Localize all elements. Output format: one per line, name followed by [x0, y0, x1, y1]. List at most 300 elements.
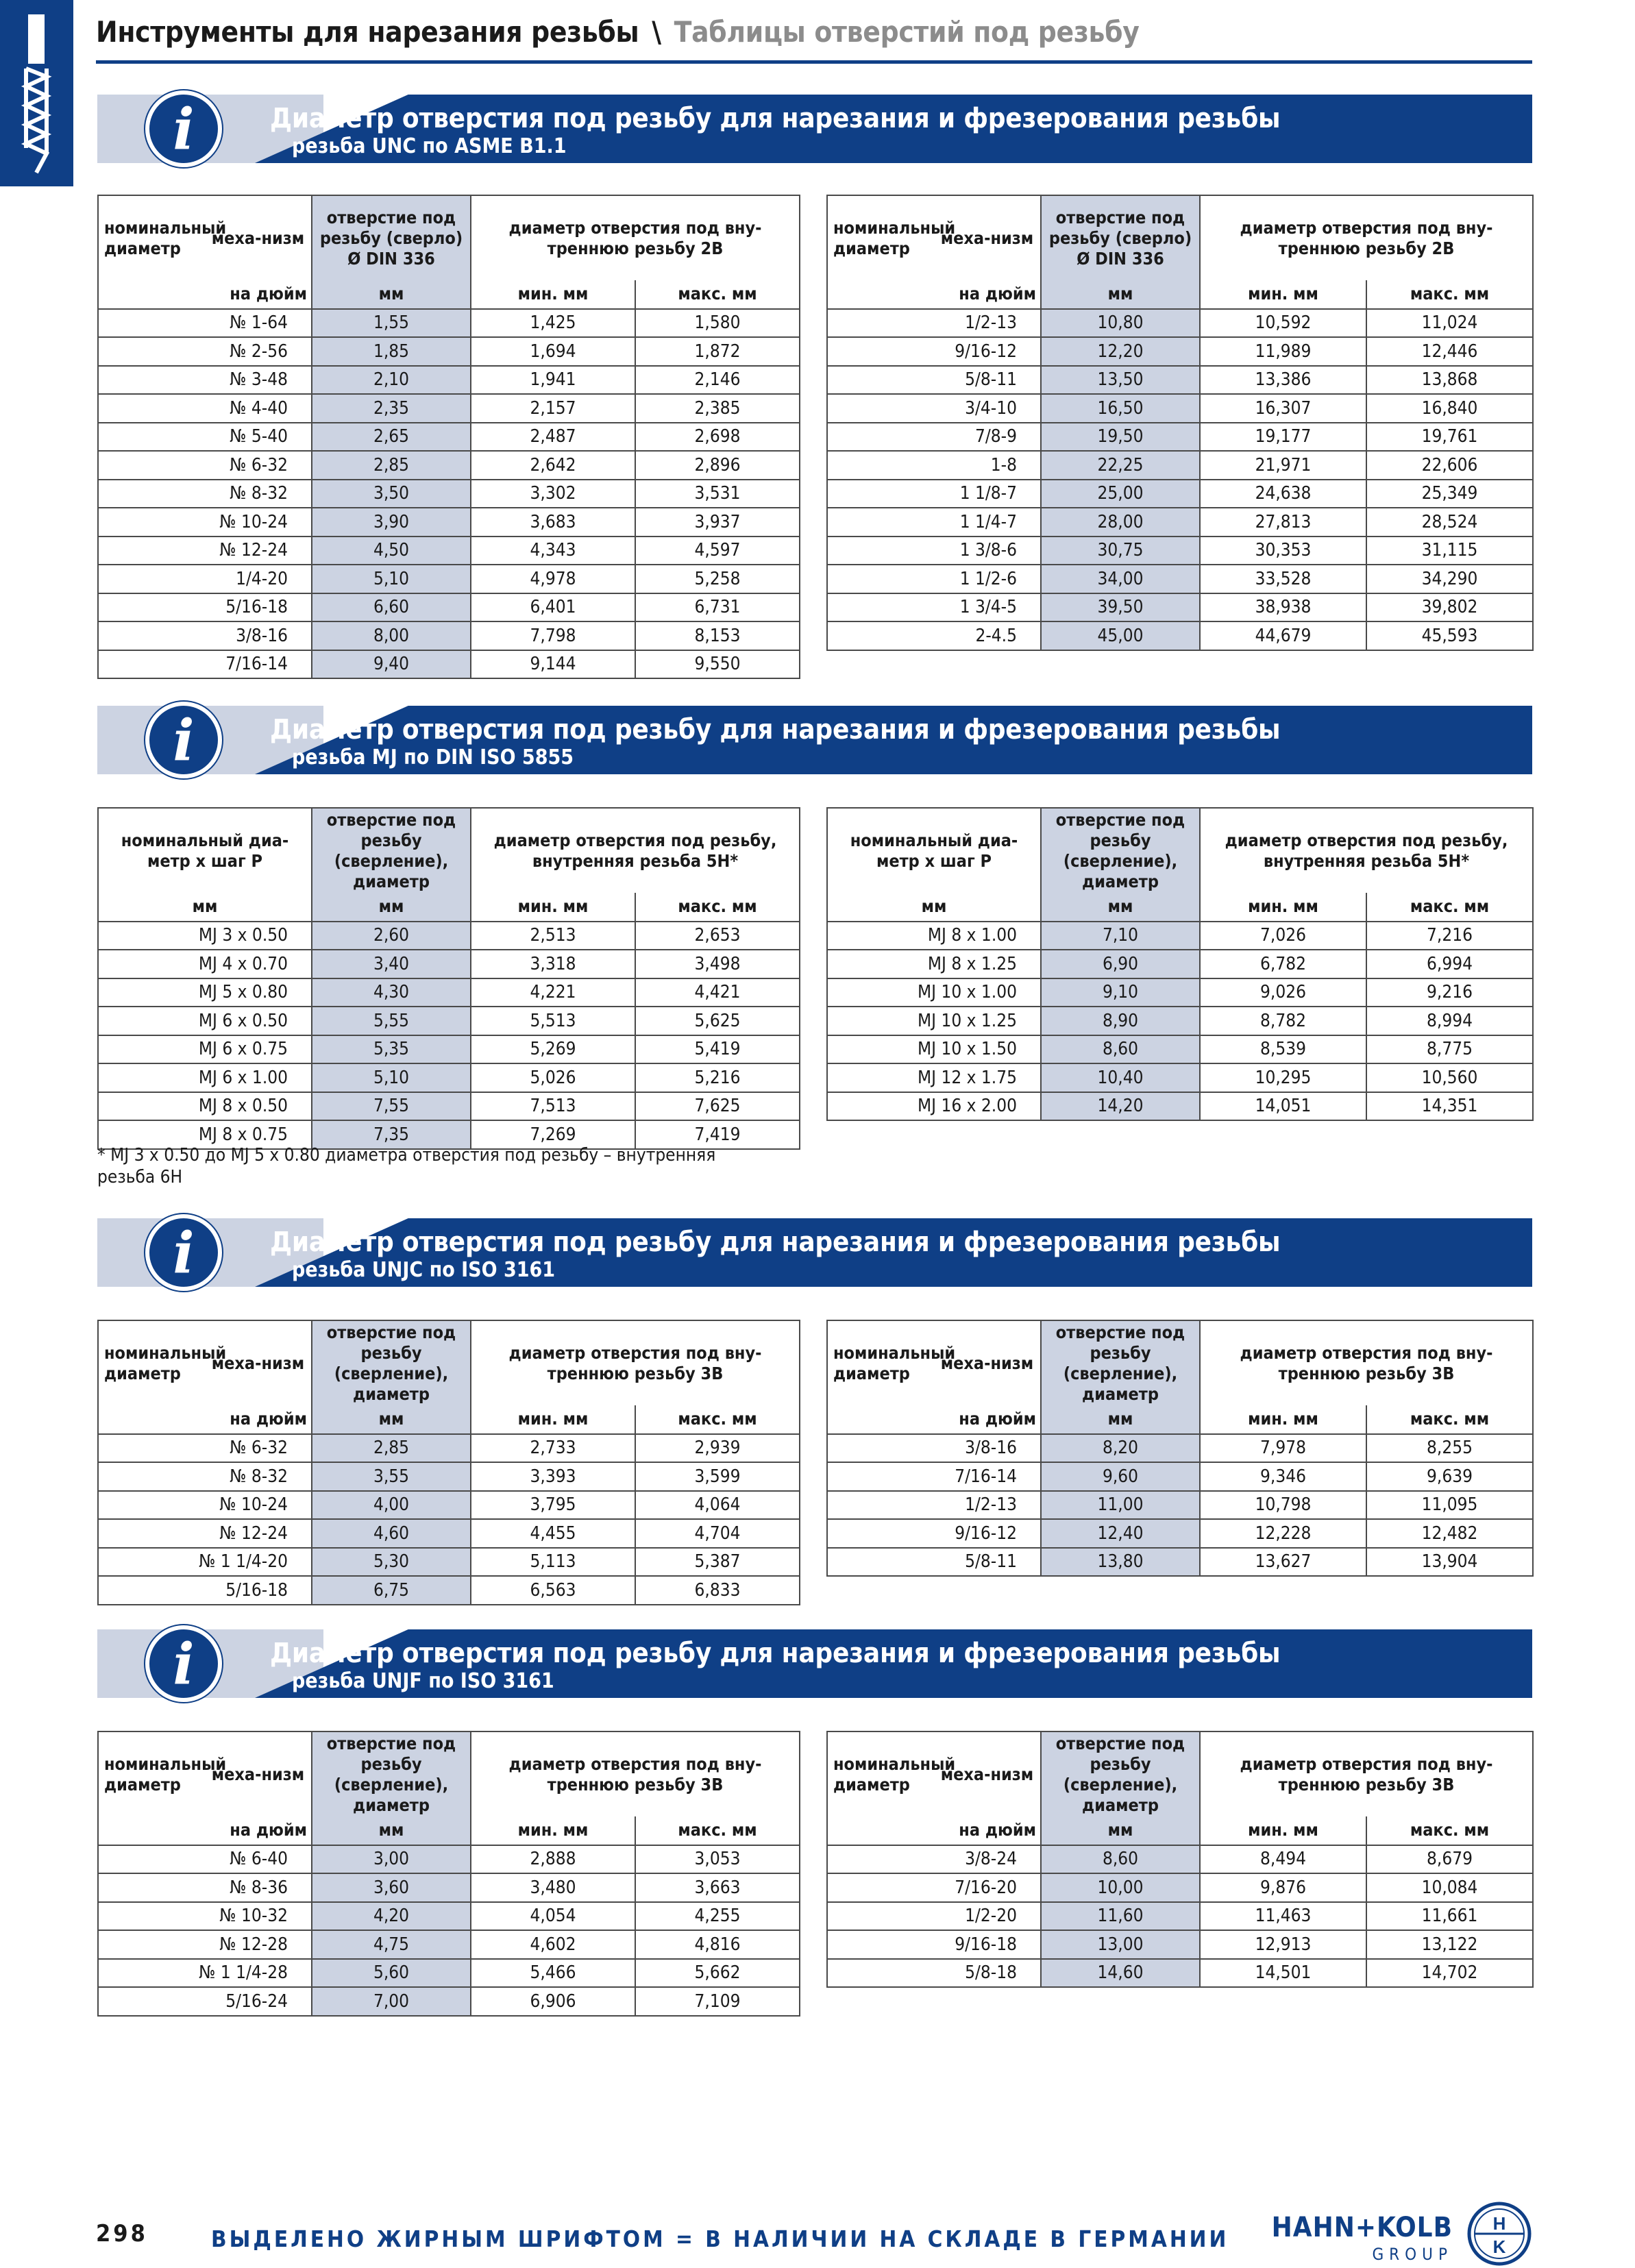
table-row	[98, 922, 800, 950]
min-diameter-cell: 30,353	[1200, 537, 1366, 565]
info-icon: i	[145, 1214, 222, 1291]
table-row	[827, 1092, 1533, 1121]
drill-size-cell: 4,20	[312, 1902, 471, 1931]
table-row	[98, 1519, 800, 1548]
unit-max-mm: макс. мм	[1366, 1405, 1533, 1434]
table-row	[827, 1519, 1533, 1548]
max-diameter-cell: 11,661	[1366, 1902, 1533, 1931]
unit-max-mm: макс. мм	[1366, 1816, 1533, 1845]
max-diameter-cell: 2,146	[635, 366, 800, 395]
thread-size-cell: № 1 1/4-28	[98, 1959, 312, 1988]
svg-text:H: H	[1492, 2213, 1506, 2234]
drill-size-cell: 12,20	[1041, 337, 1200, 366]
drill-size-cell: 4,60	[312, 1519, 471, 1548]
drill-size-cell: 4,30	[312, 978, 471, 1007]
thread-size-cell: № 8-36	[98, 1873, 312, 1902]
section-title: Диаметр отверстия под резьбу для нарезания и фрезерования резьбы	[270, 714, 1281, 745]
unc-table-right	[826, 195, 1534, 651]
max-diameter-cell: 6,833	[635, 1576, 800, 1605]
drill-size-cell: 3,90	[312, 508, 471, 537]
max-diameter-cell: 3,498	[635, 950, 800, 978]
max-diameter-cell: 3,531	[635, 480, 800, 508]
table-row	[98, 1959, 800, 1988]
unit-min-mm: мин. мм	[1200, 1816, 1366, 1845]
table-row	[827, 1548, 1533, 1577]
min-diameter-cell: 4,221	[471, 978, 635, 1007]
min-diameter-cell: 10,295	[1200, 1063, 1366, 1092]
min-diameter-cell: 10,592	[1200, 309, 1366, 338]
drill-size-cell: 3,40	[312, 950, 471, 978]
max-diameter-cell: 1,872	[635, 337, 800, 366]
drill-size-cell: 5,10	[312, 565, 471, 593]
min-diameter-cell: 12,228	[1200, 1519, 1366, 1548]
mj-table-left	[97, 807, 800, 1150]
col-mechanism: меха-низм	[934, 195, 1041, 280]
page-title-main: Инструменты для нарезания резьбы	[96, 15, 639, 49]
thread-size-cell: 1 1/2-6	[827, 565, 1041, 593]
table-row	[98, 1548, 800, 1577]
min-diameter-cell: 6,906	[471, 1987, 635, 2016]
min-diameter-cell: 3,302	[471, 480, 635, 508]
thread-size-cell: MJ 8 x 0.75	[98, 1120, 312, 1149]
thread-size-cell: № 1-64	[98, 309, 312, 338]
table-row	[827, 1462, 1533, 1491]
min-diameter-cell: 5,466	[471, 1959, 635, 1988]
col-drill-hole: отверстие под резьбу (сверло) Ø DIN 336	[1041, 195, 1200, 280]
col-nominal-diameter: номинальный диаметр	[98, 195, 205, 280]
drill-size-cell: 4,75	[312, 1930, 471, 1959]
max-diameter-cell: 6,731	[635, 593, 800, 622]
max-diameter-cell: 14,702	[1366, 1959, 1533, 1988]
min-diameter-cell: 3,318	[471, 950, 635, 978]
section-banner	[97, 706, 1532, 774]
brand-logo	[1233, 2212, 1453, 2264]
max-diameter-cell: 5,662	[635, 1959, 800, 1988]
table-row	[98, 1063, 800, 1092]
drill-size-cell: 9,10	[1041, 978, 1200, 1007]
min-diameter-cell: 7,798	[471, 621, 635, 650]
thread-size-cell: 5/16-24	[98, 1987, 312, 2016]
min-diameter-cell: 16,307	[1200, 394, 1366, 423]
drill-size-cell: 2,85	[312, 451, 471, 480]
max-diameter-cell: 8,775	[1366, 1035, 1533, 1064]
thread-size-cell: № 12-24	[98, 1519, 312, 1548]
thread-size-cell: 1/2-13	[827, 1491, 1041, 1520]
drill-size-cell: 4,50	[312, 537, 471, 565]
drill-size-cell: 11,60	[1041, 1902, 1200, 1931]
unit-max-mm: макс. мм	[1366, 280, 1533, 309]
max-diameter-cell: 3,663	[635, 1873, 800, 1902]
max-diameter-cell: 10,560	[1366, 1063, 1533, 1092]
thread-size-cell: № 3-48	[98, 366, 312, 395]
max-diameter-cell: 4,597	[635, 537, 800, 565]
max-diameter-cell: 45,593	[1366, 621, 1533, 650]
max-diameter-cell: 7,216	[1366, 922, 1533, 950]
max-diameter-cell: 5,625	[635, 1007, 800, 1035]
section-unjc	[97, 1218, 1532, 1287]
col-nominal-diameter: номинальный диаметр	[98, 1731, 205, 1816]
max-diameter-cell: 31,115	[1366, 537, 1533, 565]
table-row	[827, 480, 1533, 508]
min-diameter-cell: 5,026	[471, 1063, 635, 1092]
min-diameter-cell: 2,157	[471, 394, 635, 423]
unit-per-inch: на дюйм	[205, 1816, 312, 1845]
min-diameter-cell: 11,463	[1200, 1902, 1366, 1931]
thread-size-cell: 1/2-13	[827, 309, 1041, 338]
thread-size-cell: № 6-40	[98, 1845, 312, 1874]
unit-min-mm: мин. мм	[471, 280, 635, 309]
unit-per-inch: на дюйм	[934, 280, 1041, 309]
max-diameter-cell: 34,290	[1366, 565, 1533, 593]
page-title	[96, 15, 1140, 49]
section-unjf	[97, 1629, 1532, 1698]
drill-size-cell: 3,50	[312, 480, 471, 508]
table-row	[827, 1063, 1533, 1092]
min-diameter-cell: 4,455	[471, 1519, 635, 1548]
drill-size-cell: 5,30	[312, 1548, 471, 1577]
col-nominal-diameter: номинальный диаметр	[827, 195, 934, 280]
min-diameter-cell: 27,813	[1200, 508, 1366, 537]
thread-size-cell: № 1 1/4-20	[98, 1548, 312, 1577]
thread-size-cell: № 6-32	[98, 451, 312, 480]
min-diameter-cell: 9,876	[1200, 1873, 1366, 1902]
min-diameter-cell: 4,978	[471, 565, 635, 593]
drill-size-cell: 14,20	[1041, 1092, 1200, 1121]
thread-size-cell: № 5-40	[98, 423, 312, 452]
min-diameter-cell: 7,269	[471, 1120, 635, 1149]
min-diameter-cell: 6,563	[471, 1576, 635, 1605]
thread-size-cell: 9/16-18	[827, 1930, 1041, 1959]
table-row	[827, 978, 1533, 1007]
unit-mm: мм	[827, 893, 1041, 922]
thread-size-cell: 1 1/4-7	[827, 508, 1041, 537]
max-diameter-cell: 8,153	[635, 621, 800, 650]
min-diameter-cell: 11,989	[1200, 337, 1366, 366]
unit-per-inch: на дюйм	[205, 1405, 312, 1434]
drill-size-cell: 3,60	[312, 1873, 471, 1902]
thread-size-cell: MJ 10 x 1.25	[827, 1007, 1041, 1035]
min-diameter-cell: 9,346	[1200, 1462, 1366, 1491]
min-diameter-cell: 8,782	[1200, 1007, 1366, 1035]
drill-size-cell: 2,85	[312, 1434, 471, 1463]
section-banner	[97, 95, 1532, 163]
drill-size-cell: 6,90	[1041, 950, 1200, 978]
min-diameter-cell: 38,938	[1200, 593, 1366, 622]
table-row	[98, 950, 800, 978]
min-diameter-cell: 5,513	[471, 1007, 635, 1035]
thread-size-cell: 5/8-11	[827, 1548, 1041, 1577]
thread-size-cell: 5/16-18	[98, 1576, 312, 1605]
thread-size-cell: 1-8	[827, 451, 1041, 480]
col-drill-hole: отверстие под резьбу (сверление), диаметр	[312, 808, 471, 893]
max-diameter-cell: 5,387	[635, 1548, 800, 1577]
col-thread-diameter: диаметр отверстия под вну-треннюю резьбу 3B	[471, 1320, 800, 1405]
table-row	[827, 1902, 1533, 1931]
table-row	[98, 480, 800, 508]
table-row	[827, 565, 1533, 593]
unjf-table-left	[97, 1731, 800, 2017]
table-row	[827, 1845, 1533, 1874]
table-row	[98, 508, 800, 537]
unit-max-mm: макс. мм	[635, 1405, 800, 1434]
table-row	[98, 1987, 800, 2016]
unit-max-mm: макс. мм	[1366, 893, 1533, 922]
max-diameter-cell: 8,679	[1366, 1845, 1533, 1874]
thread-size-cell: 2-4.5	[827, 621, 1041, 650]
drill-size-cell: 12,40	[1041, 1519, 1200, 1548]
table-row	[827, 309, 1533, 338]
table-row	[98, 1930, 800, 1959]
thread-size-cell: 3/8-24	[827, 1845, 1041, 1874]
drill-size-cell: 5,35	[312, 1035, 471, 1064]
unit-min-mm: мин. мм	[1200, 893, 1366, 922]
max-diameter-cell: 9,216	[1366, 978, 1533, 1007]
table-row	[98, 423, 800, 452]
mj-table-right	[826, 807, 1534, 1121]
max-diameter-cell: 11,024	[1366, 309, 1533, 338]
table-row	[98, 593, 800, 622]
max-diameter-cell: 5,258	[635, 565, 800, 593]
info-icon: i	[145, 90, 222, 167]
unjc-table-right	[826, 1320, 1534, 1577]
section-title: Диаметр отверстия под резьбу для нарезания и фрезерования резьбы	[270, 1638, 1281, 1669]
page-subtitle: Таблицы отверстий под резьбу	[674, 15, 1140, 49]
min-diameter-cell: 10,798	[1200, 1491, 1366, 1520]
max-diameter-cell: 7,109	[635, 1987, 800, 2016]
table-row	[98, 621, 800, 650]
drill-size-cell: 1,55	[312, 309, 471, 338]
min-diameter-cell: 2,888	[471, 1845, 635, 1874]
col-drill-hole: отверстие под резьбу (сверло) Ø DIN 336	[312, 195, 471, 280]
table-row	[98, 1035, 800, 1064]
table-row	[98, 1092, 800, 1121]
col-nominal-diameter: номинальный диаметр	[827, 1320, 934, 1405]
max-diameter-cell: 28,524	[1366, 508, 1533, 537]
drill-size-cell: 8,60	[1041, 1845, 1200, 1874]
col-mechanism: меха-низм	[934, 1320, 1041, 1405]
min-diameter-cell: 2,513	[471, 922, 635, 950]
drill-size-cell: 2,65	[312, 423, 471, 452]
col-drill-hole: отверстие под резьбу (сверление), диаметр	[1041, 1731, 1200, 1816]
table-row	[827, 1491, 1533, 1520]
min-diameter-cell: 9,144	[471, 650, 635, 679]
table-row	[827, 537, 1533, 565]
col-drill-hole: отверстие под резьбу (сверление), диаметр	[312, 1320, 471, 1405]
table-row	[827, 1035, 1533, 1064]
max-diameter-cell: 14,351	[1366, 1092, 1533, 1121]
unit-max-mm: макс. мм	[635, 280, 800, 309]
min-diameter-cell: 2,733	[471, 1434, 635, 1463]
drill-size-cell: 3,55	[312, 1462, 471, 1491]
max-diameter-cell: 13,904	[1366, 1548, 1533, 1577]
drill-size-cell: 1,85	[312, 337, 471, 366]
col-nominal-diameter: номинальный диаметр	[827, 1731, 934, 1816]
drill-size-cell: 3,00	[312, 1845, 471, 1874]
min-diameter-cell: 7,513	[471, 1092, 635, 1121]
unit-mm: мм	[312, 893, 471, 922]
drill-size-cell: 5,60	[312, 1959, 471, 1988]
min-diameter-cell: 13,627	[1200, 1548, 1366, 1577]
drill-size-cell: 7,55	[312, 1092, 471, 1121]
max-diameter-cell: 8,994	[1366, 1007, 1533, 1035]
thread-size-cell: 1/2-20	[827, 1902, 1041, 1931]
brand-group: GROUP	[1372, 2245, 1453, 2264]
thread-size-cell: 9/16-12	[827, 337, 1041, 366]
max-diameter-cell: 7,625	[635, 1092, 800, 1121]
col-mechanism: меха-низм	[205, 1320, 312, 1405]
min-diameter-cell: 3,795	[471, 1491, 635, 1520]
table-row	[98, 366, 800, 395]
unit-mm: мм	[312, 280, 471, 309]
max-diameter-cell: 4,255	[635, 1902, 800, 1931]
max-diameter-cell: 22,606	[1366, 451, 1533, 480]
min-diameter-cell: 3,393	[471, 1462, 635, 1491]
thread-size-cell: № 10-24	[98, 1491, 312, 1520]
section-mj	[97, 706, 1532, 774]
thread-size-cell: 3/4-10	[827, 394, 1041, 423]
table-row	[98, 537, 800, 565]
max-diameter-cell: 12,446	[1366, 337, 1533, 366]
thread-size-cell: 7/8-9	[827, 423, 1041, 452]
col-thread-diameter: диаметр отверстия под вну-треннюю резьбу 3B	[1200, 1320, 1533, 1405]
max-diameter-cell: 3,937	[635, 508, 800, 537]
col-thread-diameter: диаметр отверстия под вну-треннюю резьбу 2B	[471, 195, 800, 280]
thread-size-cell: № 8-32	[98, 480, 312, 508]
max-diameter-cell: 11,095	[1366, 1491, 1533, 1520]
thread-size-cell: MJ 16 x 2.00	[827, 1092, 1041, 1121]
min-diameter-cell: 24,638	[1200, 480, 1366, 508]
thread-size-cell: 3/8-16	[98, 621, 312, 650]
min-diameter-cell: 1,425	[471, 309, 635, 338]
thread-size-cell: 9/16-12	[827, 1519, 1041, 1548]
page-number: 298	[96, 2220, 148, 2247]
min-diameter-cell: 8,539	[1200, 1035, 1366, 1064]
drill-size-cell: 19,50	[1041, 423, 1200, 452]
header-rule	[96, 60, 1532, 64]
drill-size-cell: 45,00	[1041, 621, 1200, 650]
thread-size-cell: 5/16-18	[98, 593, 312, 622]
drill-size-cell: 7,35	[312, 1120, 471, 1149]
thread-size-cell: MJ 8 x 0.50	[98, 1092, 312, 1121]
thread-size-cell: 5/8-11	[827, 366, 1041, 395]
drill-size-cell: 25,00	[1041, 480, 1200, 508]
min-diameter-cell: 2,487	[471, 423, 635, 452]
drill-size-cell: 5,10	[312, 1063, 471, 1092]
col-drill-hole: отверстие под резьбу (сверление), диаметр	[1041, 808, 1200, 893]
thread-size-cell: MJ 4 x 0.70	[98, 950, 312, 978]
max-diameter-cell: 1,580	[635, 309, 800, 338]
drill-size-cell: 28,00	[1041, 508, 1200, 537]
unit-max-mm: макс. мм	[635, 893, 800, 922]
section-unc	[97, 95, 1532, 163]
max-diameter-cell: 2,385	[635, 394, 800, 423]
thread-size-cell: 5/8-18	[827, 1959, 1041, 1988]
min-diameter-cell: 1,694	[471, 337, 635, 366]
drill-size-cell: 10,80	[1041, 309, 1200, 338]
thread-size-cell: MJ 12 x 1.75	[827, 1063, 1041, 1092]
thread-size-cell: № 6-32	[98, 1434, 312, 1463]
max-diameter-cell: 2,939	[635, 1434, 800, 1463]
table-row	[98, 309, 800, 338]
min-diameter-cell: 19,177	[1200, 423, 1366, 452]
thread-size-cell: 1 3/8-6	[827, 537, 1041, 565]
brand-name: HAHN+KOLB	[1271, 2212, 1453, 2243]
col-thread-diameter: диаметр отверстия под вну-треннюю резьбу 2B	[1200, 195, 1533, 280]
drill-size-cell: 6,75	[312, 1576, 471, 1605]
table-row	[827, 1873, 1533, 1902]
info-icon: i	[145, 1625, 222, 1702]
thread-size-cell: MJ 8 x 1.00	[827, 922, 1041, 950]
thread-size-cell: № 8-32	[98, 1462, 312, 1491]
drill-size-cell: 8,60	[1041, 1035, 1200, 1064]
thread-size-cell: MJ 6 x 0.50	[98, 1007, 312, 1035]
max-diameter-cell: 9,550	[635, 650, 800, 679]
table-row	[98, 978, 800, 1007]
max-diameter-cell: 3,053	[635, 1845, 800, 1874]
min-diameter-cell: 7,026	[1200, 922, 1366, 950]
unjf-table-right	[826, 1731, 1534, 1988]
max-diameter-cell: 4,064	[635, 1491, 800, 1520]
thread-size-cell: № 12-28	[98, 1930, 312, 1959]
section-banner	[97, 1629, 1532, 1698]
col-mechanism: меха-низм	[934, 1731, 1041, 1816]
min-diameter-cell: 13,386	[1200, 366, 1366, 395]
thread-size-cell: № 4-40	[98, 394, 312, 423]
col-thread-diameter: диаметр отверстия под вну-треннюю резьбу 3B	[471, 1731, 800, 1816]
thread-size-cell: 3/8-16	[827, 1434, 1041, 1463]
title-separator: \	[652, 15, 661, 49]
table-row	[98, 1576, 800, 1605]
drill-size-cell: 13,80	[1041, 1548, 1200, 1577]
unit-min-mm: мин. мм	[471, 893, 635, 922]
thread-size-cell: № 12-24	[98, 537, 312, 565]
col-thread-diameter: диаметр отверстия под резьбу, внутренняя резьба 5H*	[471, 808, 800, 893]
table-row	[827, 593, 1533, 622]
max-diameter-cell: 10,084	[1366, 1873, 1533, 1902]
section-title: Диаметр отверстия под резьбу для нарезания и фрезерования резьбы	[270, 1227, 1281, 1258]
unit-min-mm: мин. мм	[1200, 1405, 1366, 1434]
max-diameter-cell: 25,349	[1366, 480, 1533, 508]
drill-size-cell: 14,60	[1041, 1959, 1200, 1988]
table-row	[98, 337, 800, 366]
min-diameter-cell: 21,971	[1200, 451, 1366, 480]
drill-size-cell: 22,25	[1041, 451, 1200, 480]
drill-size-cell: 13,50	[1041, 366, 1200, 395]
col-nominal-diameter: номинальный диаметр	[98, 1320, 205, 1405]
drill-size-cell: 10,00	[1041, 1873, 1200, 1902]
thread-size-cell: MJ 10 x 1.00	[827, 978, 1041, 1007]
table-row	[98, 650, 800, 679]
max-diameter-cell: 6,994	[1366, 950, 1533, 978]
table-row	[827, 1434, 1533, 1463]
table-row	[827, 366, 1533, 395]
hahn-kolb-seal-icon	[1465, 2199, 1534, 2268]
max-diameter-cell: 8,255	[1366, 1434, 1533, 1463]
thread-size-cell: MJ 6 x 1.00	[98, 1063, 312, 1092]
drill-size-cell: 39,50	[1041, 593, 1200, 622]
unit-per-inch: на дюйм	[934, 1816, 1041, 1845]
unit-per-inch: на дюйм	[205, 280, 312, 309]
thread-size-cell: 1 1/8-7	[827, 480, 1041, 508]
max-diameter-cell: 2,896	[635, 451, 800, 480]
max-diameter-cell: 2,653	[635, 922, 800, 950]
table-row	[827, 394, 1533, 423]
max-diameter-cell: 5,419	[635, 1035, 800, 1064]
side-tab	[0, 0, 73, 186]
min-diameter-cell: 8,494	[1200, 1845, 1366, 1874]
unit-min-mm: мин. мм	[471, 1816, 635, 1845]
min-diameter-cell: 1,941	[471, 366, 635, 395]
